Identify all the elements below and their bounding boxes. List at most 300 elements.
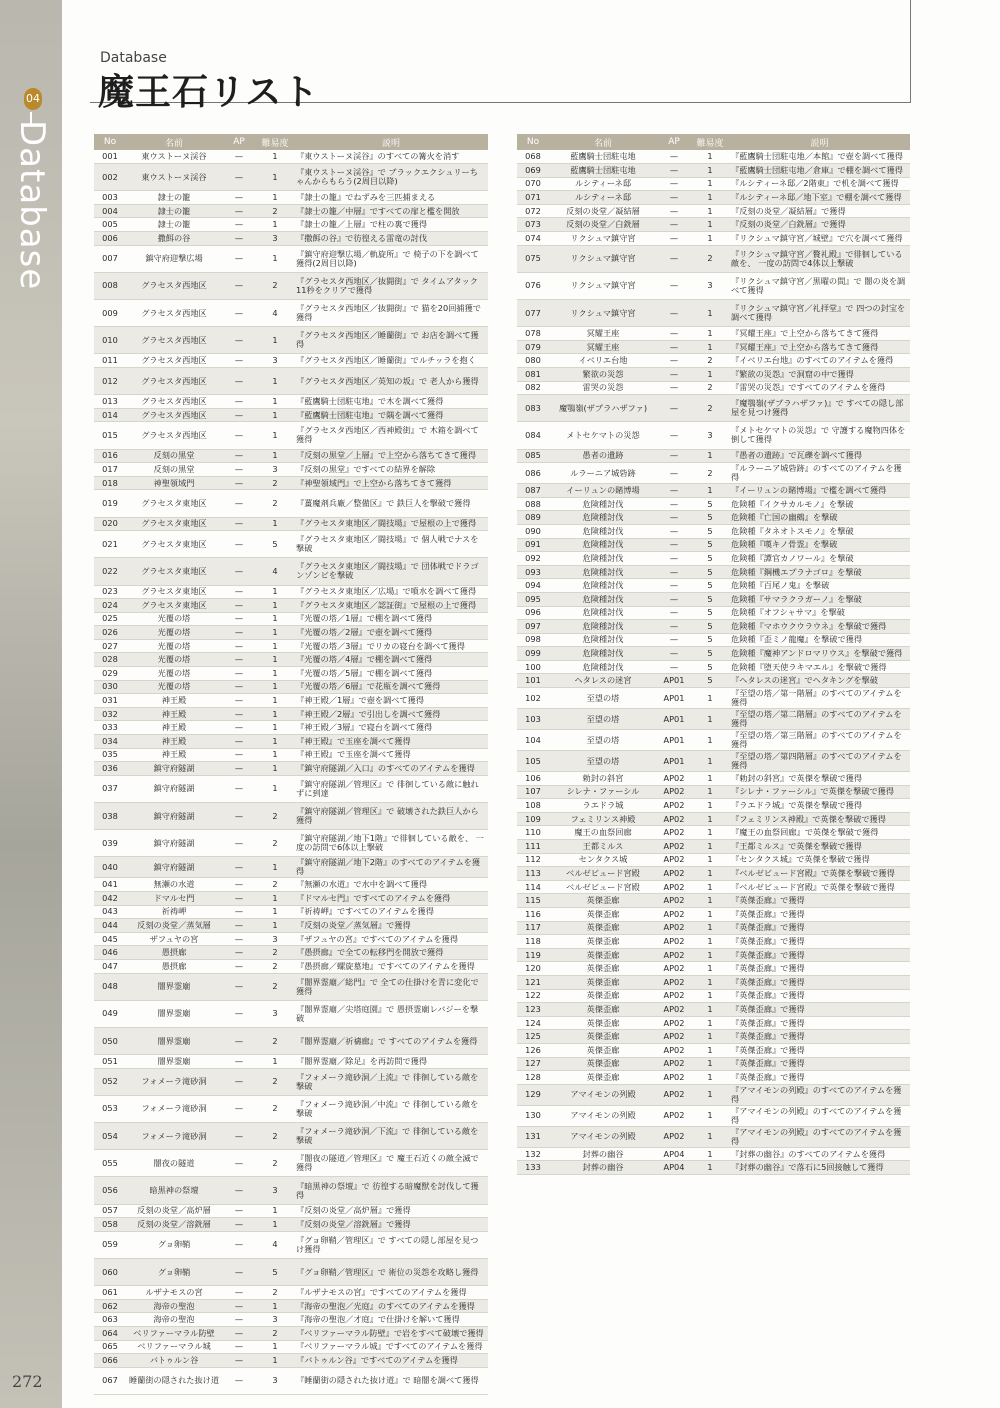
cell-ap: AP02 (657, 853, 691, 867)
cell-name: 藍鷹騎士団駐屯地 (549, 150, 657, 164)
cell-name: 魔鶚嶺(ザプラハザファ) (549, 395, 657, 422)
cell-no: 043 (94, 905, 126, 919)
table-row (517, 1084, 910, 1105)
cell-ap: — (222, 803, 256, 830)
cell-description: 『アマイモンの列殿』のすべてのアイテムを獲得 (729, 1126, 910, 1147)
cell-ap: — (657, 272, 691, 299)
cell-difficulty: 1 (691, 1003, 729, 1017)
cell-no: 118 (517, 935, 549, 949)
cell-description: 『グョ卵鞘／管理区』で 術位の災怨を攻略し獲得 (294, 1259, 488, 1286)
cell-difficulty: 2 (256, 803, 294, 830)
cell-no: 096 (517, 606, 549, 620)
cell-ap: — (657, 524, 691, 538)
table-row (517, 1105, 910, 1126)
cell-no: 026 (94, 626, 126, 640)
cell-difficulty: 2 (691, 395, 729, 422)
cell-ap: — (222, 1286, 256, 1300)
cell-difficulty: 1 (256, 707, 294, 721)
cell-description: 危険種『堕天使ラキマエル』を撃破で獲得 (729, 660, 910, 674)
cell-no: 028 (94, 653, 126, 667)
cell-ap: — (222, 653, 256, 667)
cell-difficulty: 1 (691, 327, 729, 341)
table-row (94, 707, 488, 721)
cell-description: 『ベリファーマラル城』ですべてのアイテムを獲得 (294, 1340, 488, 1354)
cell-description: 『王都ミルス』で英傑を撃破で獲得 (729, 840, 910, 854)
table-row (517, 1030, 910, 1044)
cell-description: 『神王殿／3層』で寝台を調べて獲得 (294, 721, 488, 735)
cell-name: 鎮守府隧湖 (126, 803, 222, 830)
cell-difficulty: 1 (691, 962, 729, 976)
cell-no: 128 (517, 1071, 549, 1085)
cell-description: 『勅封の斜宮』で英傑を撃破で獲得 (729, 772, 910, 786)
cell-ap: AP01 (657, 730, 691, 751)
table-row (517, 368, 910, 382)
cell-description: 『鎮守府隧湖／管理区』で 破壊された鉄巨人から獲得 (294, 803, 488, 830)
cell-name: 危険種討伐 (549, 620, 657, 634)
cell-ap: AP02 (657, 867, 691, 881)
cell-no: 076 (517, 272, 549, 299)
cell-name: リクシュマ鎮守宮 (549, 245, 657, 272)
cell-name: 神聖領域門 (126, 476, 222, 490)
cell-no: 124 (517, 1016, 549, 1030)
cell-description: 『グラセスタ西地区／睡蘭街』でルチッラを抱く (294, 354, 488, 368)
cell-name: 英傑歪廊 (549, 908, 657, 922)
table-row (94, 1123, 488, 1150)
cell-description: 『光覆の塔／3層』でリカの寝台を調べて獲得 (294, 639, 488, 653)
cell-description: 『隷士の籠』でねずみを三匹捕まえる (294, 191, 488, 205)
cell-difficulty: 1 (256, 1204, 294, 1218)
cell-name: 光覆の塔 (126, 626, 222, 640)
cell-no: 112 (517, 853, 549, 867)
cell-no: 049 (94, 1000, 126, 1027)
cell-description: 『ルシティーネ邸／地下室』で棚を調べて獲得 (729, 191, 910, 205)
cell-ap: — (657, 395, 691, 422)
cell-description: 『海帝の聖泡／光庭』のすべてのアイテムを獲得 (294, 1299, 488, 1313)
cell-name: グラセスタ西地区 (126, 327, 222, 354)
cell-ap: AP02 (657, 785, 691, 799)
cell-difficulty: 5 (691, 606, 729, 620)
cell-ap: — (222, 680, 256, 694)
cell-ap: AP02 (657, 1016, 691, 1030)
cell-no: 074 (517, 232, 549, 246)
cell-ap: — (222, 1354, 256, 1368)
cell-description: 『シレナ・ファーシル』で英傑を撃破で獲得 (729, 785, 910, 799)
cell-ap: — (657, 245, 691, 272)
cell-difficulty: 1 (691, 975, 729, 989)
cell-ap: — (222, 422, 256, 449)
table-row (517, 463, 910, 484)
cell-name: 英傑歪廊 (549, 1030, 657, 1044)
cell-no: 011 (94, 354, 126, 368)
cell-description: 危険種『譚官カノワール』を撃破 (729, 552, 910, 566)
cell-ap: — (657, 327, 691, 341)
cell-ap: AP01 (657, 709, 691, 730)
cell-name: グラセスタ東地区 (126, 599, 222, 613)
cell-difficulty: 1 (256, 762, 294, 776)
cell-no: 036 (94, 762, 126, 776)
table-row (94, 626, 488, 640)
table-row (94, 735, 488, 749)
cell-ap: — (657, 191, 691, 205)
table-row (94, 408, 488, 422)
cell-description: 『反刻の炎堂／凝結層』で獲得 (729, 204, 910, 218)
cell-description: 『光覆の塔／2層』で壺を調べて獲得 (294, 626, 488, 640)
cell-no: 116 (517, 908, 549, 922)
cell-difficulty: 1 (691, 948, 729, 962)
cell-difficulty: 5 (691, 552, 729, 566)
table-row (94, 1367, 488, 1394)
cell-description: 『イーリュンの賭博場』で檻を調べて獲得 (729, 484, 910, 498)
cell-description: 『藍鷹騎士団駐屯地／本館』で壺を調べて獲得 (729, 150, 910, 164)
cell-description: 『至望の塔／第三階層』のすべてのアイテムを獲得 (729, 730, 910, 751)
table-row (517, 327, 910, 341)
cell-difficulty: 2 (256, 878, 294, 892)
cell-name: 冥耀王座 (549, 327, 657, 341)
cell-no: 099 (517, 647, 549, 661)
table-row (94, 1340, 488, 1354)
cell-name: 暗黒神の祭壇 (126, 1177, 222, 1204)
cell-difficulty: 1 (256, 245, 294, 272)
cell-description: 『雷哭の災怨』ですべてのアイテムを獲得 (729, 381, 910, 395)
cell-ap: — (222, 1218, 256, 1232)
cell-name: 反刻の黒堂 (126, 449, 222, 463)
table-row (94, 1231, 488, 1258)
cell-no: 090 (517, 524, 549, 538)
cell-name: フォメーラ滝砂洞 (126, 1068, 222, 1095)
cell-name: 王都ミルス (549, 840, 657, 854)
cell-name: 闇界霊廟 (126, 1000, 222, 1027)
table-row (517, 300, 910, 327)
cell-description: 『藍鷹騎士団駐屯地』で木を調べて獲得 (294, 395, 488, 409)
cell-description: 『睡蘭街の隠された抜け道』で 暗闇を調べて獲得 (294, 1367, 488, 1394)
cell-description: 『神王殿』で玉座を調べて獲得 (294, 748, 488, 762)
col-no-header: No (517, 134, 549, 150)
cell-description: 『冥耀王座』で上空から落ちてきて獲得 (729, 327, 910, 341)
cell-description: 『至望の塔／第二階層』のすべてのアイテムを獲得 (729, 709, 910, 730)
table-row (517, 511, 910, 525)
cell-name: 危険種討伐 (549, 538, 657, 552)
table-row (94, 857, 488, 878)
cell-no: 033 (94, 721, 126, 735)
table-row (517, 1003, 910, 1017)
cell-no: 025 (94, 612, 126, 626)
cell-no: 032 (94, 707, 126, 721)
cell-no: 108 (517, 799, 549, 813)
cell-difficulty: 3 (691, 422, 729, 449)
table-row (517, 948, 910, 962)
cell-difficulty: 1 (256, 735, 294, 749)
table-row (94, 639, 488, 653)
cell-difficulty: 1 (256, 1218, 294, 1232)
cell-description: 『ベリファーマラル防壁』で岩をすべて破壊で獲得 (294, 1326, 488, 1340)
cell-no: 039 (94, 830, 126, 857)
table-row (94, 612, 488, 626)
cell-description: 『英傑歪廊』で獲得 (729, 908, 910, 922)
cell-ap: — (657, 606, 691, 620)
cell-ap: — (222, 585, 256, 599)
table-row (94, 1286, 488, 1300)
cell-name: 危険種討伐 (549, 565, 657, 579)
cell-name: 英傑歪廊 (549, 1016, 657, 1030)
table-row (517, 395, 910, 422)
cell-name: ルシティーネ邸 (549, 177, 657, 191)
cell-ap: — (222, 272, 256, 299)
cell-no: 089 (517, 511, 549, 525)
table-row (517, 688, 910, 709)
table-row (517, 565, 910, 579)
cell-description: 『神王殿』で玉座を調べて獲得 (294, 735, 488, 749)
cell-no: 014 (94, 408, 126, 422)
cell-description: 『反刻の炎堂／白銑層』で獲得 (729, 218, 910, 232)
cell-ap: — (222, 204, 256, 218)
cell-difficulty: 1 (256, 626, 294, 640)
cell-name: 愚摂廊 (126, 959, 222, 973)
cell-name: グラセスタ西地区 (126, 422, 222, 449)
cell-no: 052 (94, 1068, 126, 1095)
cell-ap: — (657, 633, 691, 647)
cell-description: 『薑魔剤兵廠／整備区』で 鉄巨人を撃破で獲得 (294, 490, 488, 517)
cell-no: 007 (94, 245, 126, 272)
cell-description: 『英傑歪廊』で獲得 (729, 975, 910, 989)
cell-ap: — (657, 449, 691, 463)
cell-ap: — (222, 327, 256, 354)
cell-name: 反刻の黒堂 (126, 463, 222, 477)
cell-no: 126 (517, 1043, 549, 1057)
cell-name: 反刻の炎堂／溶銑層 (126, 1218, 222, 1232)
cell-description: 『英傑歪廊』で獲得 (729, 935, 910, 949)
cell-difficulty: 1 (691, 164, 729, 178)
table-row (517, 867, 910, 881)
cell-ap: — (222, 395, 256, 409)
cell-difficulty: 1 (256, 191, 294, 205)
cell-description: 『ルザナモスの宮』ですべてのアイテムを獲得 (294, 1286, 488, 1300)
col-name-header: 名前 (549, 134, 657, 150)
cell-no: 098 (517, 633, 549, 647)
cell-name: 危険種討伐 (549, 524, 657, 538)
cell-difficulty: 1 (691, 1057, 729, 1071)
cell-difficulty: 1 (256, 327, 294, 354)
cell-difficulty: 1 (256, 422, 294, 449)
cell-name: 英傑歪廊 (549, 989, 657, 1003)
cell-description: 『ドマルセ門』ですべてのアイテムを獲得 (294, 891, 488, 905)
cell-difficulty: 1 (256, 667, 294, 681)
table-row (94, 1177, 488, 1204)
cell-ap: — (657, 232, 691, 246)
cell-no: 018 (94, 476, 126, 490)
cell-ap: — (222, 1055, 256, 1069)
cell-description: 『撒餌の谷』で彷徨える雷竜の討伐 (294, 232, 488, 246)
cell-difficulty: 5 (256, 531, 294, 558)
cell-ap: — (222, 408, 256, 422)
cell-no: 083 (517, 395, 549, 422)
table-row (94, 1259, 488, 1286)
cell-ap: — (657, 204, 691, 218)
cell-ap: — (222, 707, 256, 721)
table-row (517, 484, 910, 498)
cell-ap: — (222, 150, 256, 164)
cell-name: 封葬の幽谷 (549, 1161, 657, 1175)
cell-no: 114 (517, 880, 549, 894)
cell-name: 危険種討伐 (549, 606, 657, 620)
cell-name: 英傑歪廊 (549, 948, 657, 962)
cell-difficulty: 1 (691, 1016, 729, 1030)
cell-no: 105 (517, 751, 549, 772)
table-row (517, 840, 910, 854)
table-row (94, 245, 488, 272)
table-row (94, 476, 488, 490)
cell-no: 002 (94, 164, 126, 191)
section-sidebar (0, 0, 62, 1408)
cell-description: 『英傑歪廊』で獲得 (729, 1043, 910, 1057)
cell-name: イベリエ台地 (549, 354, 657, 368)
cell-difficulty: 1 (691, 908, 729, 922)
cell-difficulty: 1 (691, 340, 729, 354)
cell-difficulty: 1 (691, 880, 729, 894)
col-difficulty-header: 難易度 (256, 134, 294, 150)
cell-no: 024 (94, 599, 126, 613)
cell-name: グョ卵鞘 (126, 1259, 222, 1286)
cell-description: 『センタクス城』で英傑を撃破で獲得 (729, 853, 910, 867)
cell-name: 鎮守府迎撃広場 (126, 245, 222, 272)
cell-difficulty: 5 (691, 524, 729, 538)
table-row (517, 880, 910, 894)
table-row (517, 1057, 910, 1071)
cell-name: 光覆の塔 (126, 653, 222, 667)
cell-ap: AP04 (657, 1147, 691, 1161)
cell-no: 107 (517, 785, 549, 799)
cell-difficulty: 1 (256, 905, 294, 919)
cell-name: 撒餌の谷 (126, 232, 222, 246)
cell-difficulty: 2 (691, 381, 729, 395)
table-row (517, 962, 910, 976)
table-row (94, 803, 488, 830)
cell-name: フェミリンス神殿 (549, 812, 657, 826)
cell-description: 『英傑歪廊』で獲得 (729, 1016, 910, 1030)
table-row (517, 709, 910, 730)
table-row (517, 177, 910, 191)
cell-no: 087 (517, 484, 549, 498)
cell-no: 106 (517, 772, 549, 786)
cell-description: 『グョ卵鞘／管理区』で すべての隠し部屋を見つけ獲得 (294, 1231, 488, 1258)
cell-difficulty: 1 (691, 1084, 729, 1105)
cell-name: グラセスタ東地区 (126, 490, 222, 517)
cell-no: 006 (94, 232, 126, 246)
cell-name: グラセスタ西地区 (126, 368, 222, 395)
table-row (94, 517, 488, 531)
cell-difficulty: 1 (691, 218, 729, 232)
cell-difficulty: 3 (256, 463, 294, 477)
cell-name: 危険種討伐 (549, 511, 657, 525)
cell-ap: — (657, 511, 691, 525)
cell-no: 057 (94, 1204, 126, 1218)
cell-no: 123 (517, 1003, 549, 1017)
cell-no: 021 (94, 531, 126, 558)
cell-ap: — (222, 218, 256, 232)
cell-no: 084 (517, 422, 549, 449)
cell-description: 『祈祷岬』ですべてのアイテムを獲得 (294, 905, 488, 919)
cell-no: 088 (517, 497, 549, 511)
cell-name: 反刻の炎堂／凝結層 (549, 204, 657, 218)
cell-no: 104 (517, 730, 549, 751)
table-row (94, 694, 488, 708)
cell-no: 008 (94, 272, 126, 299)
table-row (517, 204, 910, 218)
table-row (517, 1147, 910, 1161)
table-header-row (517, 134, 910, 150)
table-row (517, 853, 910, 867)
table-row (517, 674, 910, 688)
table-row (517, 606, 910, 620)
cell-difficulty: 1 (691, 853, 729, 867)
cell-difficulty: 1 (691, 150, 729, 164)
table-row (94, 905, 488, 919)
cell-difficulty: 1 (256, 585, 294, 599)
cell-ap: — (657, 538, 691, 552)
cell-ap: — (222, 973, 256, 1000)
cell-description: 危険種『歪ミノ龍魔』を撃破で獲得 (729, 633, 910, 647)
cell-ap: — (222, 721, 256, 735)
cell-difficulty: 1 (256, 748, 294, 762)
cell-difficulty: 1 (256, 721, 294, 735)
cell-difficulty: 1 (256, 775, 294, 802)
table-row (517, 989, 910, 1003)
cell-difficulty: 2 (256, 1068, 294, 1095)
cell-ap: — (222, 626, 256, 640)
table-row (517, 245, 910, 272)
cell-no: 120 (517, 962, 549, 976)
cell-ap: AP02 (657, 1084, 691, 1105)
cell-name: 無瀬の水道 (126, 878, 222, 892)
table-row (94, 422, 488, 449)
cell-ap: — (222, 612, 256, 626)
cell-ap: AP02 (657, 772, 691, 786)
cell-difficulty: 1 (256, 517, 294, 531)
table-row (94, 490, 488, 517)
table-row (94, 932, 488, 946)
table-row (517, 633, 910, 647)
cell-ap: — (222, 1068, 256, 1095)
cell-ap: — (657, 218, 691, 232)
table-row (94, 653, 488, 667)
cell-no: 030 (94, 680, 126, 694)
cell-no: 064 (94, 1326, 126, 1340)
cell-description: 『海帝の聖泡／才庭』で仕掛けを解いて獲得 (294, 1313, 488, 1327)
cell-ap: — (657, 354, 691, 368)
cell-difficulty: 3 (256, 1367, 294, 1394)
table-row (94, 218, 488, 232)
cell-difficulty: 2 (256, 1027, 294, 1054)
table-row (517, 1043, 910, 1057)
cell-no: 097 (517, 620, 549, 634)
cell-no: 048 (94, 973, 126, 1000)
cell-name: ラエドラ城 (549, 799, 657, 813)
cell-ap: — (222, 490, 256, 517)
cell-no: 027 (94, 639, 126, 653)
cell-ap: AP04 (657, 1161, 691, 1175)
cell-name: 反刻の炎堂／高炉層 (126, 1204, 222, 1218)
cell-name: ベリファーマラル防壁 (126, 1326, 222, 1340)
cell-difficulty: 2 (256, 1095, 294, 1122)
cell-name: ザフュヤの宮 (126, 932, 222, 946)
cell-ap: AP02 (657, 908, 691, 922)
cell-name: 危険種討伐 (549, 633, 657, 647)
cell-description: 『東ウストーヌ渓谷』で ブラックエクシュリーちゃんからもらう(2周目以降) (294, 164, 488, 191)
cell-difficulty: 1 (691, 688, 729, 709)
cell-difficulty: 1 (691, 812, 729, 826)
cell-no: 082 (517, 381, 549, 395)
cell-ap: — (222, 878, 256, 892)
table-row (517, 1161, 910, 1175)
